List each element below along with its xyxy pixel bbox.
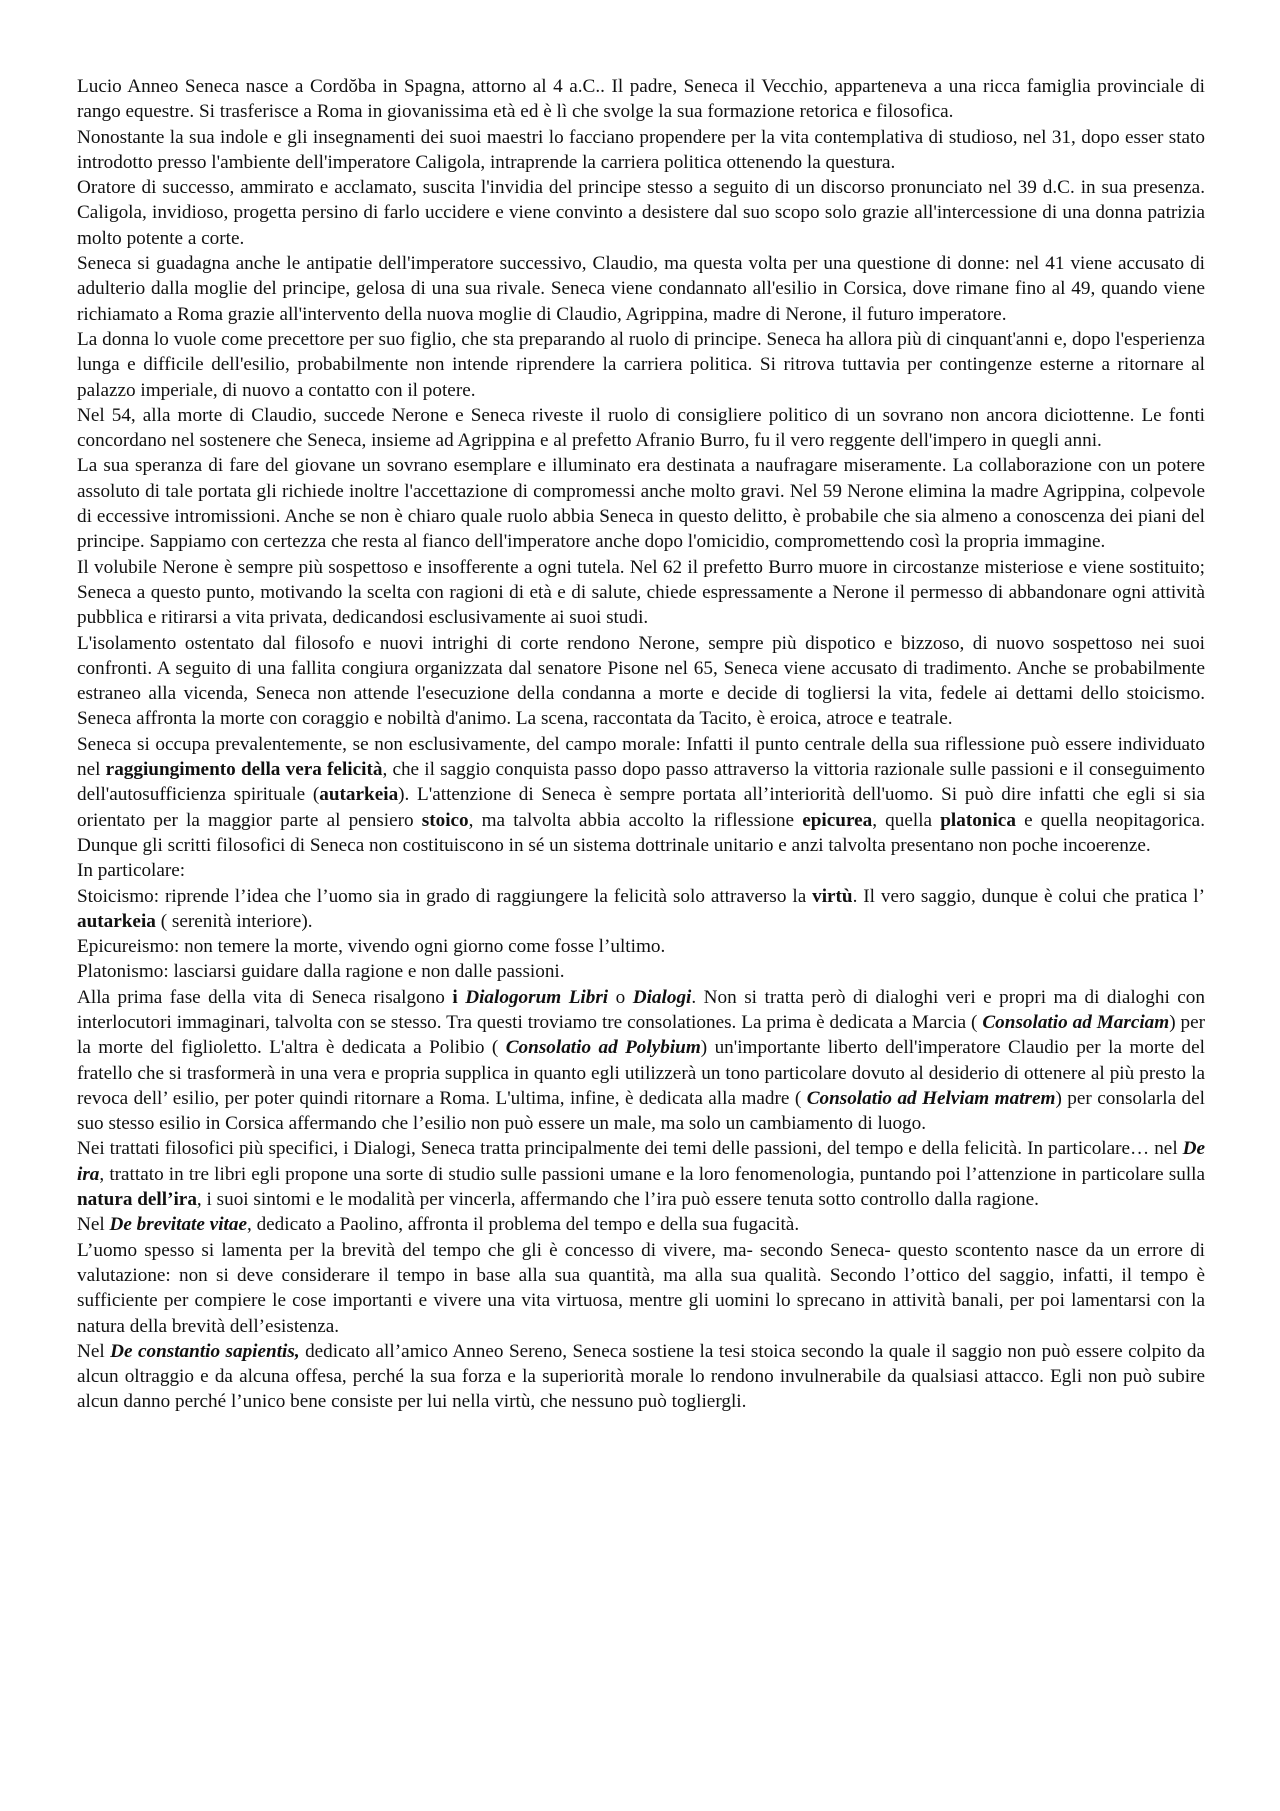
emphasized-title: Consolatio ad Helviam matrem <box>806 1087 1056 1109</box>
paragraph <box>77 1339 1205 1415</box>
emphasized-title: Dialogorum Libri <box>465 986 609 1008</box>
emphasized-title: De brevitate vitae <box>109 1214 247 1236</box>
text-run: Alla prima fase della vita di Seneca risalgono <box>77 986 453 1008</box>
bold-term: stoico <box>421 809 469 831</box>
text-run: Lucio Anneo Seneca nasce a Cordŏba in Spagna, attorno al 4 a.C.. Il padre, Seneca il Vecchio, apparteneva a una ricca famiglia provinciale di rango equestre. Si trasferisce a Roma in giovanissima età ed è lì che svolge la sua formazione retorica e filosofica. <box>77 76 1205 123</box>
text-run: dedicato all’amico Anneo Sereno, Seneca sostiene la tesi stoica secondo la quale il saggio non può essere colpito da alcun oltraggio e da alcuna offesa, perché la sua forza e la superiorità morale lo rendono invulnerabile da qualsiasi attacco. Egli non può subire alcun danno perché l’unico bene consiste per lui nella virtù, che nessuno può togliergli. <box>77 1340 1205 1413</box>
bold-term: raggiungimento della vera felicità <box>105 759 383 781</box>
paragraph <box>77 453 1205 554</box>
text-run: , trattato in tre libri egli propone una sorte di studio sulle passioni umane e la loro fenomenologia, puntando poi l’attenzione in particolare sulla <box>99 1163 1205 1185</box>
text-run: La sua speranza di fare del giovane un sovrano esemplare e illuminato era destinata a naufragare miseramente. La collaborazione con un potere assoluto di tale portata gli richiede inoltre l'accettazione di compromessi anche molto gravi. Nel 59 Nerone elimina la madre Agrippina, colpevole di eccessive intromissioni. Anche se non è chiaro quale ruolo abbia Seneca in questo delitto, è probabile che sia almeno a conoscenza dei piani del principe. Sappiamo con certezza che resta al fianco dell'imperatore anche dopo l'omicidio, compromettendo così la propria immagine. <box>77 455 1205 553</box>
paragraph <box>77 74 1205 125</box>
paragraph <box>77 403 1205 454</box>
paragraph <box>77 1136 1205 1212</box>
text-run: Nei trattati filosofici più specifici, i Dialogi, Seneca tratta principalmente dei temi delle passioni, del tempo e della felicità. In particolare… nel <box>77 1138 1183 1160</box>
paragraph <box>77 884 1205 935</box>
text-run: L'isolamento ostentato dal filosofo e nuovi intrighi di corte rendono Nerone, sempre più dispotico e bizzoso, di nuovo sospettoso nei suoi confronti. A seguito di una fallita congiura organizzata dal senatore Pisone nel 65, Seneca viene accusato di tradimento. Anche se probabilmente estraneo alla vicenda, Seneca non attende l'esecuzione della condanna a morte e decide di togliersi la vita, fedele ai dettami dello stoicismo. Seneca affronta la morte con coraggio e nobiltà d'animo. La scena, raccontata da Tacito, è eroica, atroce e teatrale. <box>77 632 1205 730</box>
bold-italic-span <box>465 987 608 1008</box>
bold-italic-span <box>807 1088 1056 1109</box>
text-run: Seneca si guadagna anche le antipatie dell'imperatore successivo, Claudio, ma questa volta per una questione di donne: nel 41 viene accusato di adulterio dalla moglie del principe, gelosa di una sua rivale. Seneca viene condannato all'esilio in Corsica, dove rimane fino al 49, quando viene richiamato a Roma grazie all'intervento della nuova moglie di Claudio, Agrippina, madre di Nerone, il futuro imperatore. <box>77 253 1205 325</box>
paragraph <box>77 1212 1205 1237</box>
text-run: Nel <box>77 1340 111 1362</box>
paragraph <box>77 125 1205 176</box>
text-run: , dedicato a Paolino, affronta il problema del tempo e della sua fugacità. <box>246 1214 800 1236</box>
text-run: Il volubile Nerone è sempre più sospettoso e insofferente a ogni tutela. Nel 62 il prefetto Burro muore in circostanze misteriose e viene sostituito; Seneca a questo punto, motivando la scelta con ragioni di età e di salute, chiede espressamente a Nerone il permesso di abbandonare ogni attività pubblica e ritirarsi a vita privata, dedicandosi esclusivamente ai suoi studi. <box>77 556 1205 629</box>
text-run: . Il vero saggio, dunque è colui che pratica l’ <box>852 885 1205 907</box>
paragraph <box>77 327 1205 403</box>
document-body <box>77 74 1205 1415</box>
text-run: , i suoi sintomi e le modalità per vincerla, affermando che l’ira può essere tenuta sotto controllo dalla ragione. <box>196 1189 1039 1211</box>
text-run: , ma talvolta abbia accolto la riflessione <box>468 809 803 831</box>
text-run: Seneca si occupa prevalentemente, se non esclusivamente, del campo morale: Infatti il punto centrale della sua riflessione può essere individuato nel <box>77 733 1205 781</box>
text-run: Epicureismo: non temere la morte, vivendo ogni giorno come fosse l’ultimo. <box>77 936 666 958</box>
text-run: ( serenità interiore). <box>155 910 313 932</box>
paragraph <box>77 555 1205 631</box>
paragraph <box>77 1238 1205 1339</box>
emphasized-title: De ira <box>77 1138 1205 1185</box>
emphasized-title: Consolatio ad Marciam <box>982 1011 1170 1033</box>
bold-term: autarkeia <box>319 784 399 806</box>
paragraph <box>77 959 1205 984</box>
text-run: Oratore di successo, ammirato e acclamato, suscita l'invidia del principe stesso a seguito di un discorso pronunciato nel 39 d.C. in sua presenza. Caligola, invidioso, progetta persino di farlo uccidere e viene convinto a desistere dal suo scopo solo grazie all'intercessione di una donna patrizia molto potente a corte. <box>77 177 1205 249</box>
bold-term: virtù <box>812 885 853 907</box>
bold-italic-span <box>633 987 692 1008</box>
text-run: Nonostante la sua indole e gli insegnamenti dei suoi maestri lo facciano propendere per la vita contemplativa di studioso, nel 31, dopo esser stato introdotto presso l'ambiente dell'imperatore Caligola, intraprende la carriera politica ottenendo la questura. <box>77 126 1205 173</box>
paragraph <box>77 175 1205 251</box>
bold-italic-span <box>110 1214 247 1235</box>
text-run: . Non si tratta però di dialoghi veri e propri ma di dialoghi con interlocutori immaginari, talvolta con se stesso. Tra questi troviamo tre consolationes. La prima è dedicata a Marcia ( <box>77 986 1205 1033</box>
text-run: , quella <box>872 809 941 831</box>
text-run: ) per la morte del figlioletto. L'altra è dedicata a Polibio ( <box>77 1011 1206 1059</box>
paragraph <box>77 858 1205 883</box>
text-run: L’uomo spesso si lamenta per la brevità del tempo che gli è concesso di vivere, ma- secondo Seneca- questo scontento nasce da un errore di valutazione: non si deve considerare il tempo in base alla sua quantità, ma alla sua qualità. Secondo l’ottico del saggio, infatti, il tempo è sufficiente per compiere le cose importanti e vivere una vita virtuosa, mentre gli uomini lo sprecano in attività banali, per poi lamentarsi con la natura della brevità dell’esistenza. <box>77 1239 1205 1337</box>
text-run: Nel <box>77 1214 110 1236</box>
text-run: La donna lo vuole come precettore per suo figlio, che sta preparando al ruolo di principe. Seneca ha allora più di cinquant'anni e, dopo l'esperienza lunga e difficile dell'esilio, probabilmente non intende riprendere la carriera politica. Si ritrova tuttavia per contingenze esterne a ritornare al palazzo imperiale, di nuovo a contatto con il potere. <box>77 328 1205 401</box>
paragraph <box>77 251 1205 327</box>
bold-term: epicurea <box>802 809 873 831</box>
text-run: , che il saggio conquista passo dopo passo attraverso la vittoria razionale sulle passioni e il conseguimento dell'autosufficienza spirituale ( <box>77 759 1205 806</box>
text-run: ). L'attenzione di Seneca è sempre portata all’interiorità dell'uomo. Si può dire infatti che egli si sia orientato per la maggior parte al pensiero <box>77 784 1205 831</box>
text-run: o <box>608 986 633 1008</box>
emphasized-title: De constantio sapientis, <box>110 1340 300 1362</box>
bold-italic-span <box>110 1341 299 1362</box>
bold-term: i <box>452 986 466 1008</box>
bold-italic-span <box>506 1037 701 1058</box>
text-run: Platonismo: lasciarsi guidare dalla ragione e non dalle passioni. <box>77 961 565 983</box>
text-run: ) un'importante liberto dell'imperatore Claudio per la morte del fratello che si trasformerà in una vera e propria supplica in quanto egli utilizzerà un tono particolare dovuto al desiderio di ottenere al più presto la revoca dell’ esilio, per poter quindi ritornare a Roma. L'ultima, infine, è dedicata alla madre ( <box>77 1037 1205 1109</box>
bold-term: natura dell’ira <box>77 1189 197 1211</box>
text-run: e quella neopitagorica. Dunque gli scritti filosofici di Seneca non costituiscono in sé un sistema dottrinale unitario e anzi talvolta presentano non poche incoerenze. <box>77 809 1205 856</box>
text-run: ) per consolarla del suo stesso esilio in Corsica affermando che l’esilio non può essere un male, ma solo un cambiamento di luogo. <box>77 1087 1205 1135</box>
text-run: In particolare: <box>77 860 186 882</box>
emphasized-title: Consolatio ad Polybium <box>505 1037 701 1059</box>
emphasized-title: Dialogi <box>632 986 692 1008</box>
bold-italic-span <box>982 1012 1169 1033</box>
text-run: Nel 54, alla morte di Claudio, succede Nerone e Seneca riveste il ruolo di consigliere politico di un sovrano non ancora diciottenne. Le fonti concordano nel sostenere che Seneca, insieme ad Agrippina e al prefetto Afranio Burro, fu il vero reggente dell'impero in quegli anni. <box>77 404 1205 452</box>
bold-term: autarkeia <box>77 910 156 932</box>
paragraph <box>77 732 1205 858</box>
paragraph <box>77 934 1205 959</box>
paragraph <box>77 631 1205 732</box>
bold-term: platonica <box>940 809 1016 831</box>
text-run: Stoicismo: riprende l’idea che l’uomo sia in grado di raggiungere la felicità solo attraverso la <box>77 885 813 907</box>
paragraph <box>77 985 1205 1137</box>
